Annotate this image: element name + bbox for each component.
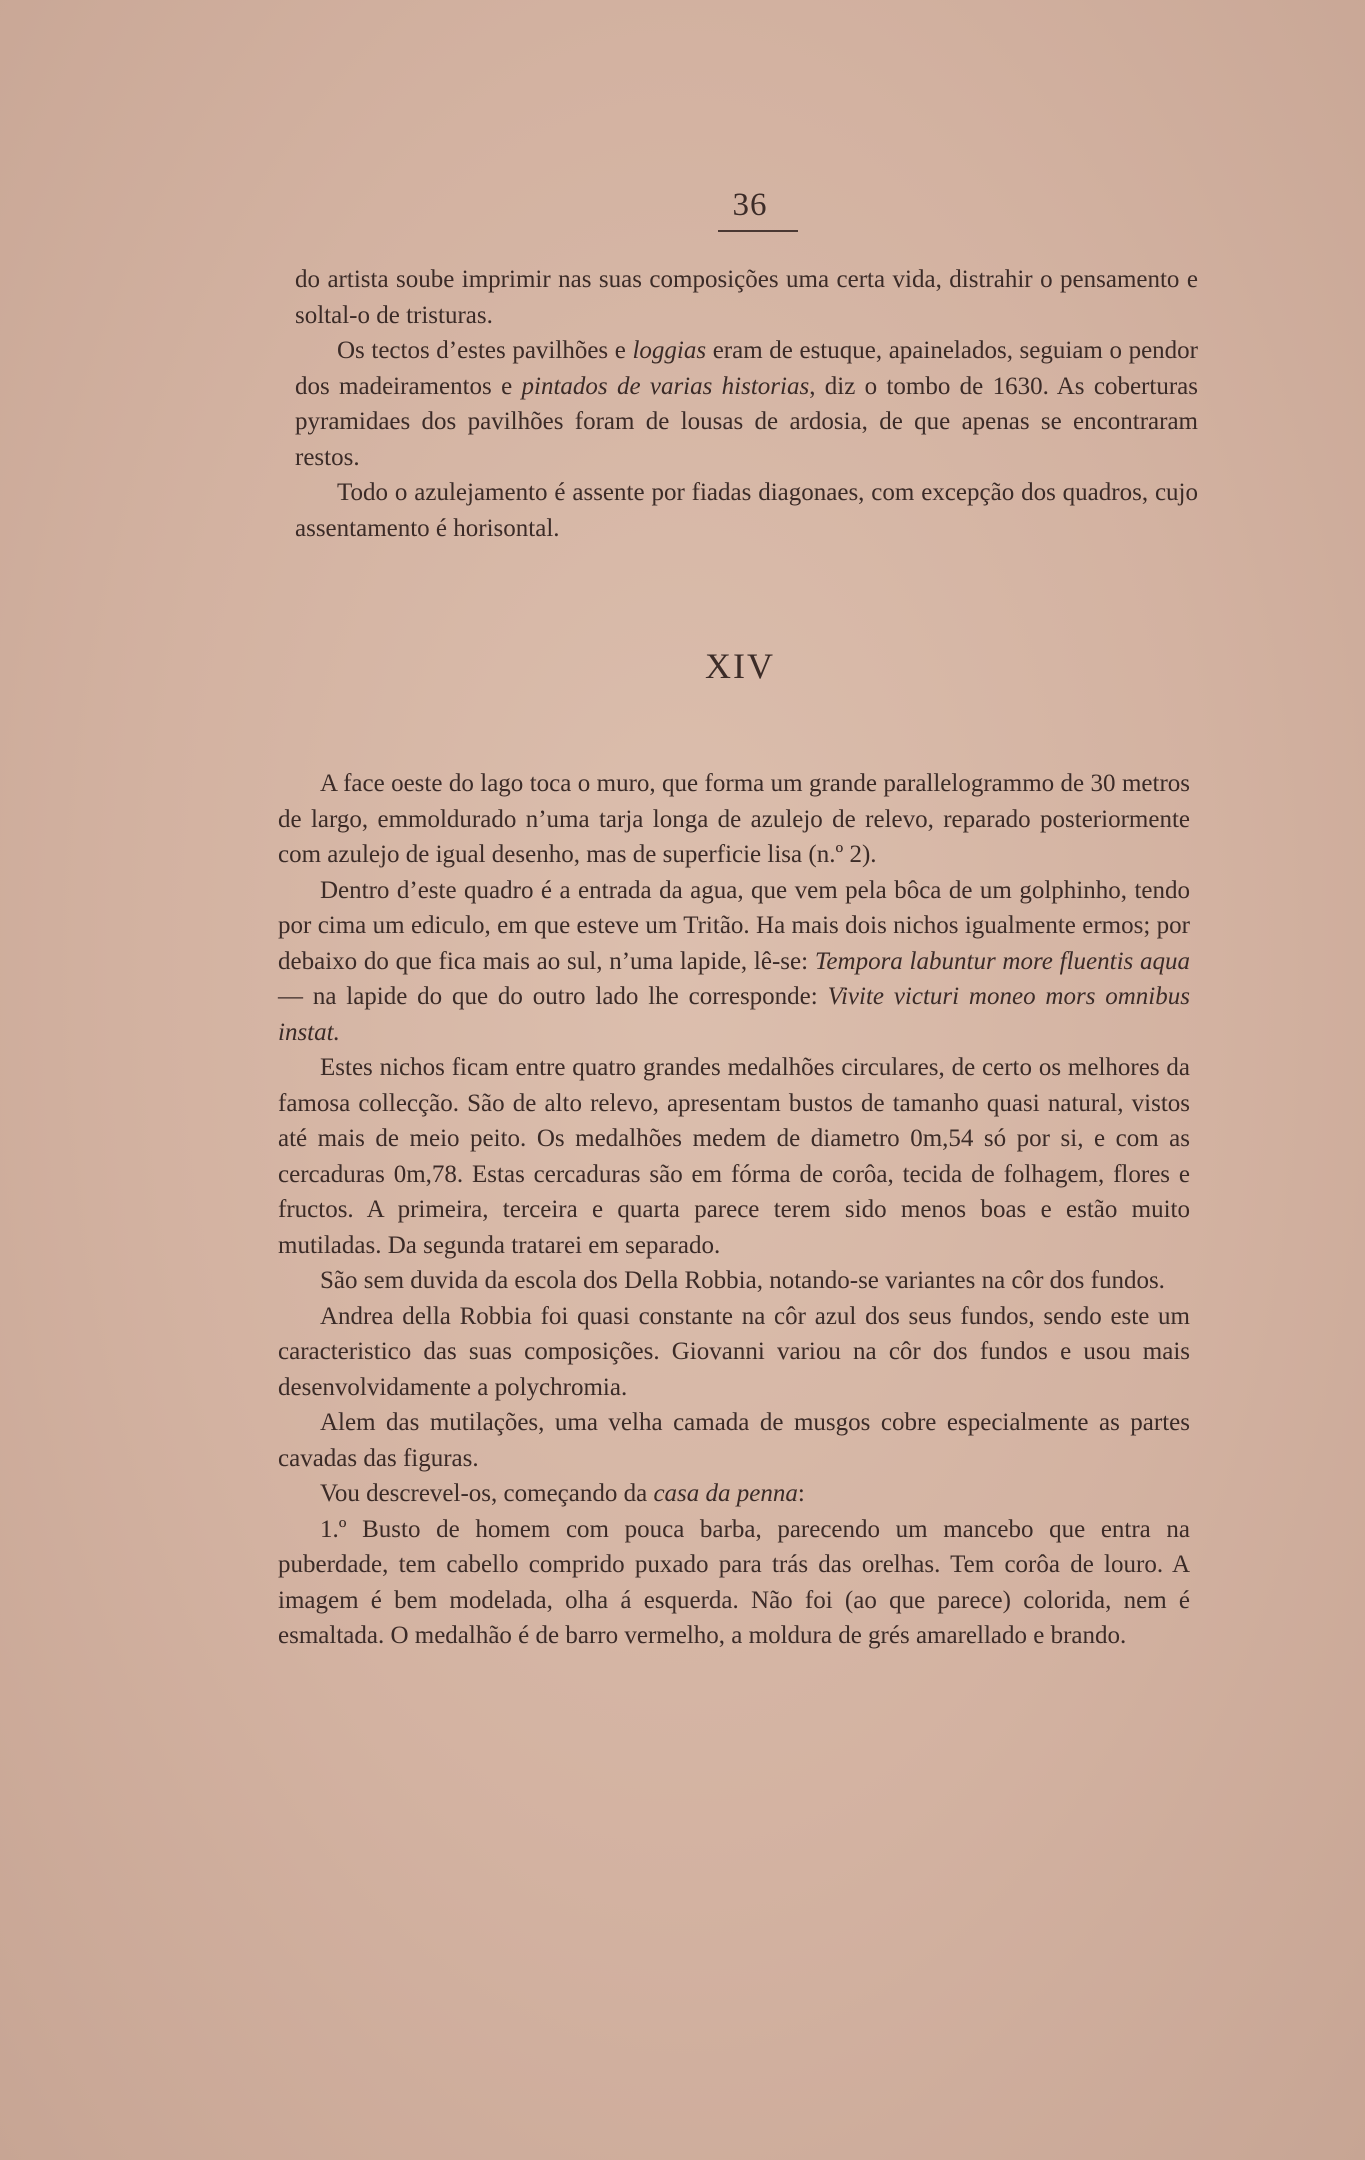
paragraph: Estes nichos ficam entre quatro grandes medalhões circulares, de certo os melhores da famosa collecção. São de alto relevo, apresentam bustos de tamanho quasi natural, vistos até mais de meio peito. Os medalhões medem de diametro 0m,54 só por si, e com as cercaduras 0m,78. Estas cercaduras são em fórma de corôa, tecida de folhagem, flores e fructos. A primeira, terceira e quarta parece terem sido menos boas e estão muito mutiladas. Da segunda tratarei em separado. [278,1054,1190,1259]
section-heading: XIV [705,646,775,686]
text-run: — na lapide do que do outro lado lhe corresponde: [278,983,828,1010]
paragraph: do artista soube imprimir nas suas composições uma certa vida, distrahir o pensamento e soltal-o de tristuras. [295,266,1198,329]
paragraph: A face oeste do lago toca o muro, que forma um grande parallelogrammo de 30 metros de largo, emmoldurado n’uma tarja longa de azulejo de relevo, reparado posteriormente com azulejo de igual desenho, mas de superficie lisa (n.º 2). [278,770,1190,868]
paragraph [278,1476,1190,1512]
page-number: 36 [732,187,768,223]
text-run: Dentro d’este quadro é a entrada da agua, que vem pela bôca de um golphinho, tendo por cima um ediculo, em que esteve um Tritão. Ha mais dois nichos igualmente ermos; por debaixo do que fica mais ao sul, n’uma lapide, lê-se: [278,876,1190,975]
continued-text-block [295,262,1198,546]
paragraph [278,873,1190,1051]
paragraph: São sem duvida da escola dos Della Robbia, notando-se variantes na côr dos fundos. [320,1267,1165,1294]
paragraph: 1.º Busto de homem com pouca barba, parecendo um mancebo que entra na puberdade, tem cabello comprido puxado para trás das orelhas. Tem corôa de louro. A imagem é bem modelada, olha á esquerda. Não foi (ao que parece) colorida, nem é esmaltada. O medalhão é de barro vermelho, a moldura de grés amarellado e brando. [278,1515,1190,1649]
italic-text: Tempora labuntur more fluentis aqua [814,947,1190,975]
italic-text: Vivite victuri moneo mors omnibus instat. [278,983,1190,1046]
text-run: Vou descrevel-os, começando da [320,1480,654,1507]
paragraph: Andrea della Robbia foi quasi constante na côr azul dos seus fundos, sendo este um caracteristico das suas composições. Giovanni variou na côr dos fundos e usou mais desenvolvidamente a polychromia. [278,1302,1190,1401]
text-run: : [797,1480,805,1507]
paragraph: Alem das mutilações, uma velha camada de musgos cobre especialmente as partes cavadas das figuras. [278,1409,1190,1472]
page-number-rule [718,230,798,232]
section-text-block [278,766,1190,1654]
paragraph: Todo o azulejamento é assente por fiadas diagonaes, com excepção dos quadros, cujo assentamento é horisontal. [295,479,1198,542]
italic-text: loggias [632,337,707,364]
text-run: eram de estuque, apainelados, seguiam o pendor dos madeiramentos e [295,337,1198,400]
text-run: , diz o tombo de 1630. As coberturas pyramidaes dos pavilhões foram de lousas de ardosia, de que apenas se encontraram restos. [295,372,1198,471]
text-run: Os tectos d’estes pavilhões e [337,337,633,364]
italic-text: casa da penna [653,1480,798,1507]
paragraph [295,333,1198,475]
italic-text: pintados de varias historias [521,372,810,400]
